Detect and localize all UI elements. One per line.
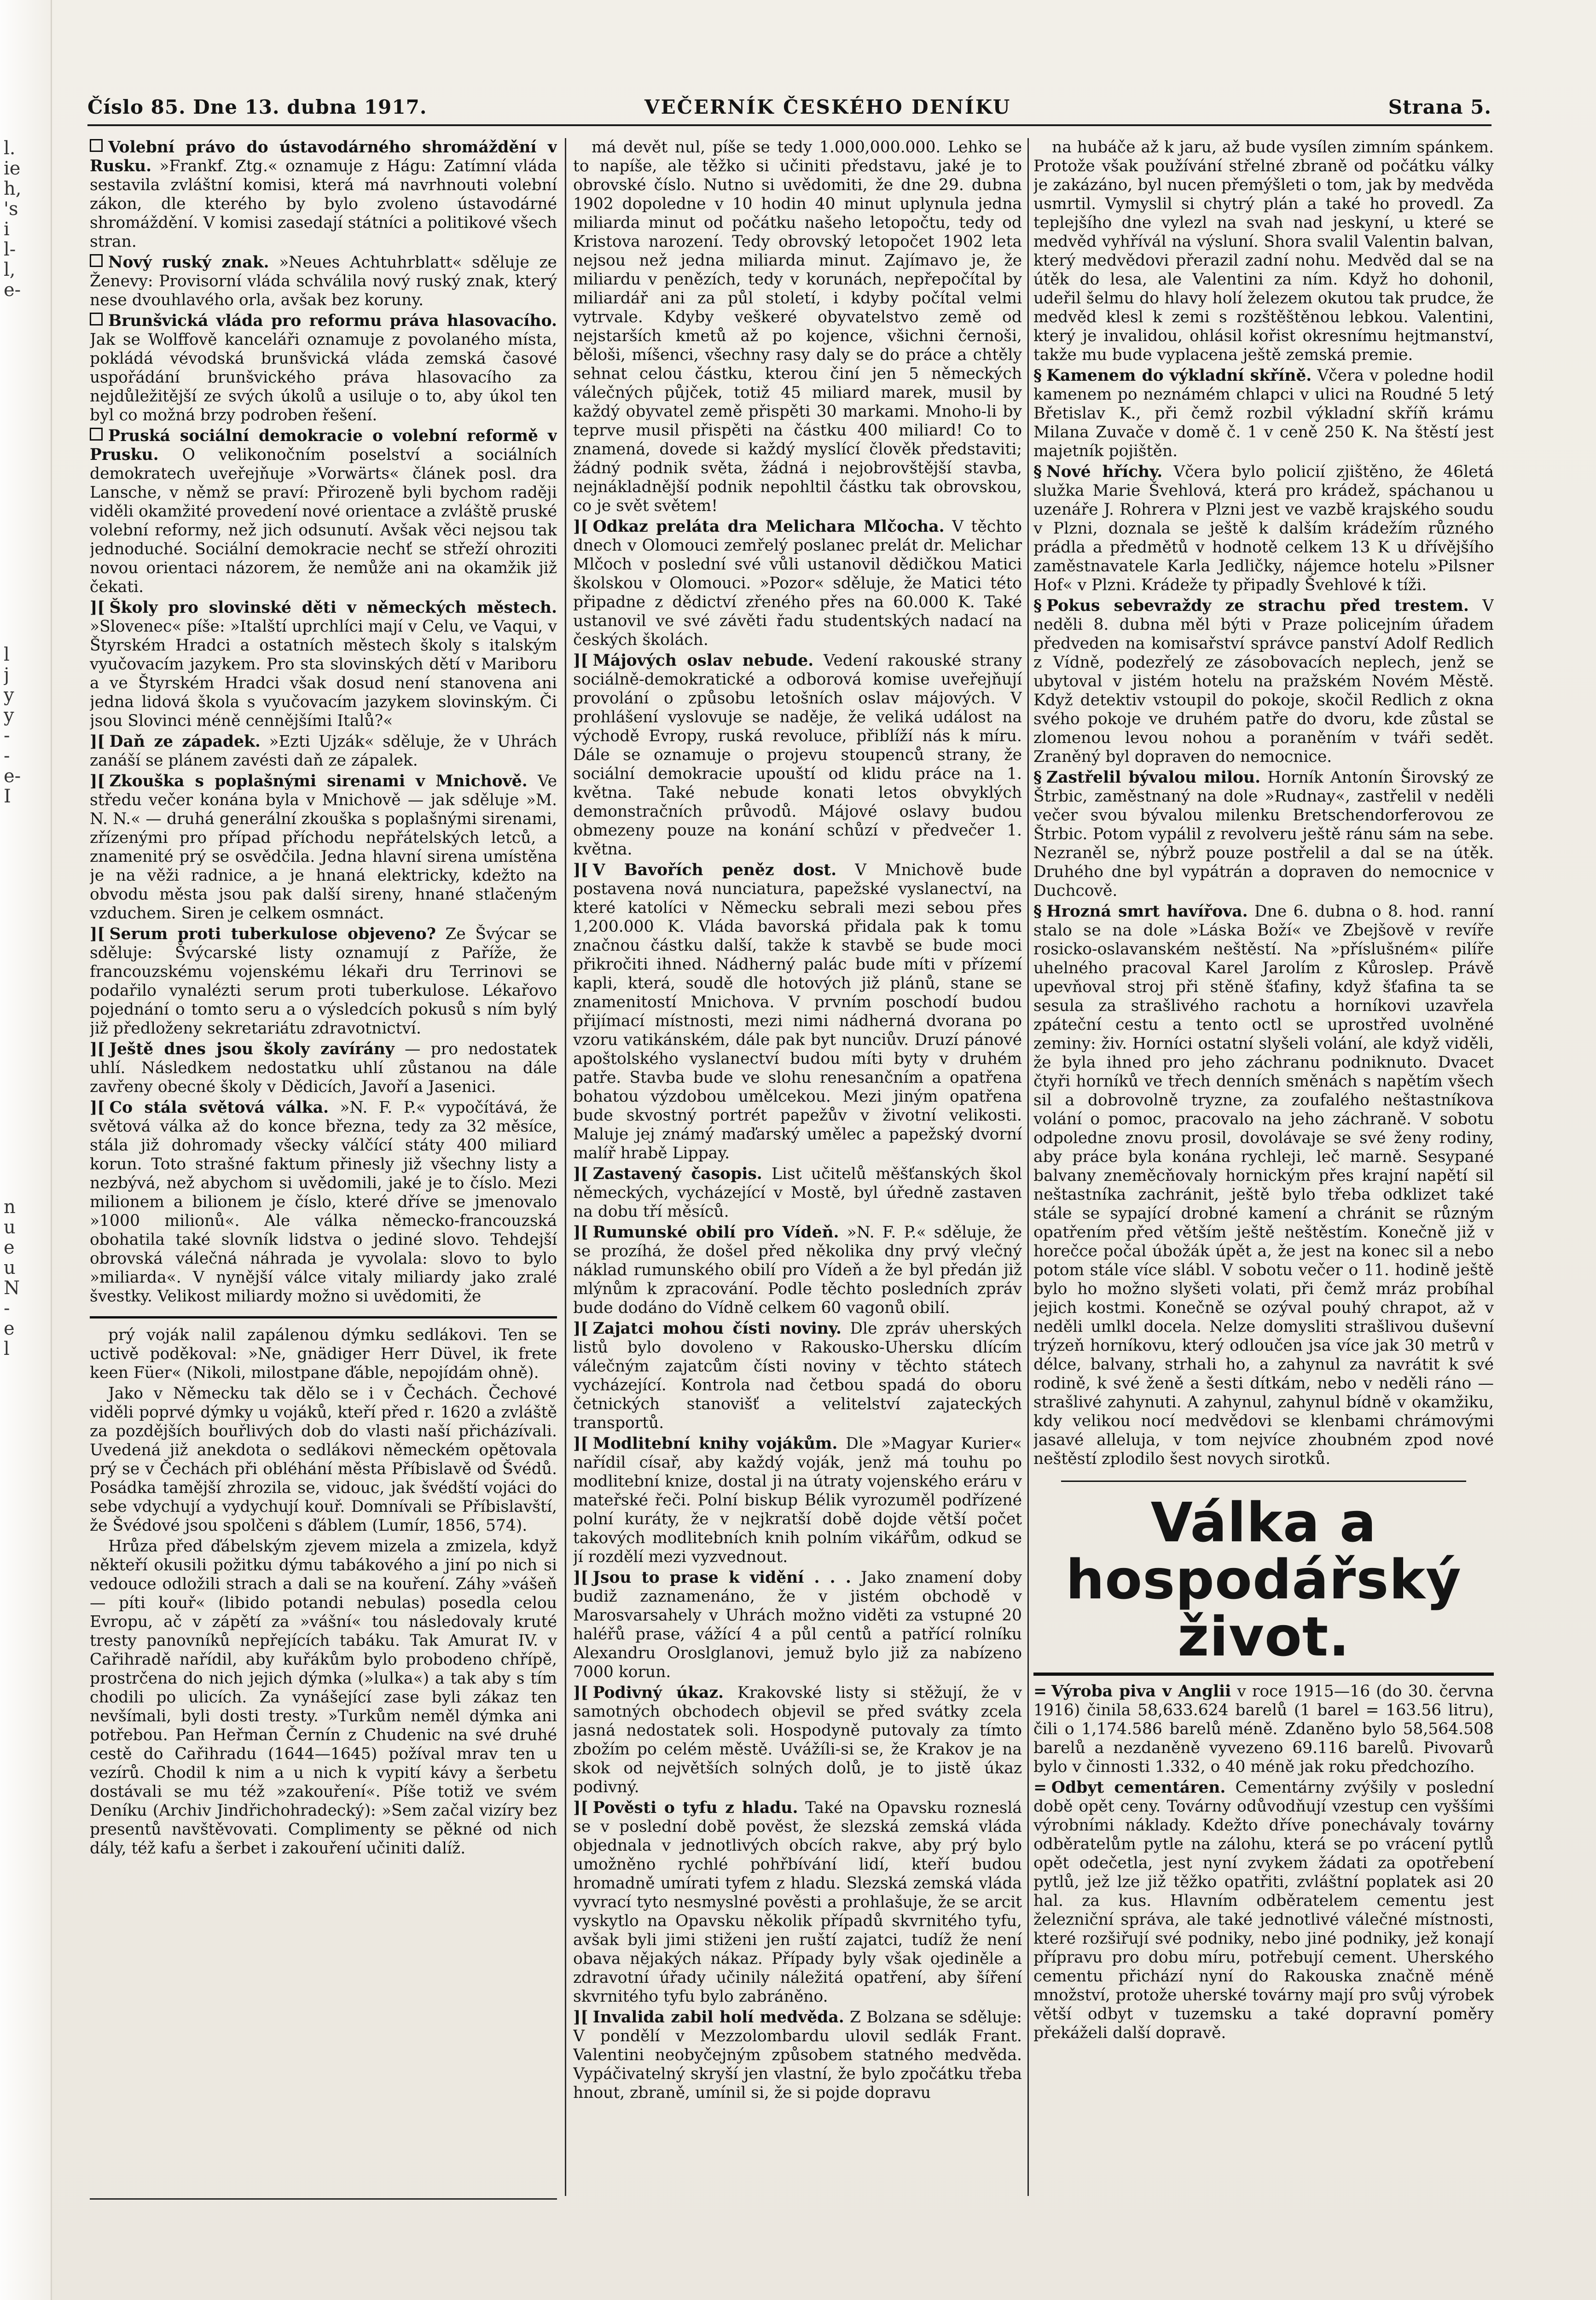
news-headline: Podivný úkaz.: [592, 1684, 724, 1702]
news-text: Horník Antonín Širovský ze Štrbic, zaměstnaný na dole »Rudnay«, zastřelil v neděli večer svou bývalou milenku Bretschendorferovou ze Štrbic. Potom vypálil z revolveru ještě ránu sám na sebe. Nezraněl se, nýbrž pouze postřelil a dal se na útěk. Druhého dne byl vypátrán a dopraven do nemocnice v Duchcově.: [1033, 768, 1494, 900]
news-text: Také na Opavsku rozneslá se v poslední době pověst, že slezská zemská vláda objednala v jednotlivých obcích rakve, aby prý bylo umožněno rychlé pohřbívání lidí, kteří budou hromadně umírati tyfem z hladu. Slezská zemská vláda vyvrací tyto nesmyslné pověsti a prohlašuje, že se arcit vyskytlo na Opavsku několik případů skvrnitého tyfu, avšak byli jimi stiženi jen ruští zajatci, tudíž že není obava nějakých nákaz. Případy byly však ojediněle a zdravotní úřady učinily náležitá opatření, aby šíření skvrnitého tyfu bylo zabráněno.: [573, 1799, 1022, 2006]
edge-fragment: l j y y - - e- I: [4, 645, 21, 807]
column-2: [573, 138, 1022, 2196]
news-headline: Rumunské obilí pro Vídeň.: [592, 1223, 839, 1242]
news-item: [573, 1435, 1022, 1567]
news-item: [90, 253, 557, 310]
paragraph-mark-icon: §: [1033, 902, 1042, 921]
news-text: v roce 1915—16 (do 30. června 1916) činila 58,633.624 barelů (1 barel = 163.56 litru), čili o 1,174.586 barelů méně. Zdaněno bylo 58,564.508 barelů a nezdaněně vyvezeno 69.116 barelů. Pivovarů bylo v činnosti 1.332, o 40 méně jak roku předchozího.: [1033, 1682, 1494, 1776]
news-item: [90, 598, 557, 731]
section-title: Válka a hospodářský život.: [1066, 1491, 1462, 1668]
news-headline: Pověsti o tyfu z hladu.: [592, 1799, 798, 1817]
news-text: O velikonočním poselství a sociálních demokratech uveřejňuje »Vorwärts« článek posl. dra Lansche, v němž se praví: Přirozeně byli bychom raději viděli okamžité provedení nové orientace a zvláště pruské volební reformy, než jich odsunutí. Avšak věci nejsou tak jednoduché. Sociální demokracie nechť se střeží ohroziti novou orientaci názorem, že nemůže ani na okamžik již čekati.: [90, 446, 557, 596]
news-item: [90, 138, 557, 251]
news-item: [1033, 366, 1494, 461]
section-mark-icon: ][: [90, 772, 105, 790]
news-headline: Zastavený časopis.: [592, 1165, 762, 1183]
section-mark-icon: ][: [90, 732, 105, 751]
news-item: [573, 1684, 1022, 1797]
news-text: »Slovenec« píše: »Italští uprchlíci mají v Celu, ve Vaqui, v Štyrském Hradci a ostatních městech školy s italským vyučovacím jazykem. Pro sta slovinských dětí v Mariboru a ve Štyrském Hradci však dosud není stanovena ani jedna lidová škola s vyučovacím jazykem slovinským. Či jsou Slovinci méně cennějšími Italů?«: [90, 617, 557, 730]
news-text: Vedení rakouské strany sociálně-demokratické a odborová komise uveřejňují provolání o způsobu letošních oslav májových. V prohlášení vyslovuje se naděje, že veliká událost na východě Evropy, ruská revoluce, přiblíží nás k míru. Dále se oznamuje o projevu stoupenců strany, že sociální demokracie upouští od klidu práce na 1. května. Také nebude konati letos obvyklých demonstračních průvodů. Májové oslavy budou obmezeny pouze na konání schůzí v předvečer 1. května.: [573, 651, 1022, 859]
news-item: [1033, 597, 1494, 767]
section-rule: [1061, 1481, 1466, 1482]
section-mark-icon: ][: [573, 1684, 588, 1702]
news-text: List učitelů měšťanských škol německých, vycházející v Mostě, byl úředně zastaven na dobu tří měsíců.: [573, 1165, 1022, 1221]
paragraph-mark-icon: §: [1033, 366, 1042, 385]
section-mark-icon: ][: [573, 517, 588, 536]
news-item: [90, 772, 557, 923]
section-mark-icon: ][: [90, 925, 105, 943]
news-headline: Kamenem do výkladní skříně.: [1046, 366, 1312, 385]
news-item: [1033, 138, 1494, 365]
section-rule: [1033, 1673, 1494, 1676]
double-dash-icon: =: [1033, 1682, 1047, 1701]
news-headline: Ještě dnes jsou školy zavírány: [109, 1040, 395, 1058]
section-mark-icon: ][: [573, 1799, 588, 1817]
bottom-rule: [90, 2198, 557, 2200]
spacer: [1033, 1469, 1494, 1470]
news-text: V neděli 8. dubna měl býti v Praze policejním úřadem předveden na komisařství správce panství Adolf Redlich z Vídně, podezřelý ze zásobovacích neplech, jenž se ubytoval v jistém hotelu na pražském Novém Městě. Když detektiv vstoupil do pokoje, skočil Redlich z okna svého pokoje ve druhém patře do dvoru, kde zůstal se zlomenou levou nohou a poraněním v tváři sedět. Zraněný byl dopraven do nemocnice.: [1033, 597, 1494, 766]
news-headline: Zkouška s poplašnými sirenami v Mnichově.: [109, 772, 528, 790]
news-headline: Odbyt cementáren.: [1051, 1778, 1226, 1797]
news-text: Jako v Německu tak dělo se i v Čechách. Čechové viděli poprvé dýmky u vojáků, kteří před r. 1620 a zvláště za pozdějších bouřlivých dob do vlasti naší přicházívali. Uvedená již anekdota o sedlákovi německém opětovala prý se v Čechách při obléhání města Příbislavě od Švédů. Posádka tamější zhrozila se, vidouc, jak švédští vojáci do sebe vdychují a vydychují kouř. Domnívali se Příbislavští, že Švédové jsou spolčeni s ďáblem (Lumír, 1856, 574).: [90, 1384, 557, 1535]
news-text: »Frankf. Ztg.« oznamuje z Hágu: Zatímní vláda sestavila zvláštní komisi, která má navrhnouti volební zákon, dle kterého by bylo zvoleno ústavodárné shromáždění. V komisi zasedají státníci a politikové všech stran.: [90, 157, 557, 251]
square-bullet-icon: [90, 428, 103, 441]
news-item: [90, 427, 557, 597]
page-number: Strana 5.: [1388, 96, 1492, 118]
news-item: [573, 1223, 1022, 1318]
section-mark-icon: ][: [573, 1165, 588, 1183]
news-item: [573, 517, 1022, 650]
news-text: — pro nedostatek uhlí. Následkem nedostatku uhlí zůstanou na dále zavřeny obecné školy v Dědicích, Javoří a Jasenici.: [90, 1040, 557, 1096]
news-item: [90, 312, 557, 425]
news-text: prý voják nalil zapálenou dýmku sedlákovi. Ten se uctivě poděkoval: »Ne, gnädiger Herr Düvel, ik frete keen Füer« (Nikoli, milostpane ďáble, nepojídám ohně).: [90, 1326, 557, 1382]
news-headline: Daň ze západek.: [109, 732, 261, 751]
news-text: Dne 6. dubna o 8. hod. ranní stalo se na dole »Láska Boží« ve Zbejšově v revíře rosicko-oslavanském neštěstí. Na »příslušném« pilíře uhelného pracoval Karel Jarolím z Kůroslep. Právě upevňoval stroj při stěně šťafiny, když šťafina ta se sesula za strašlivého rachotu a horníkovi uzavřela zpáteční cestu a tento octl se uprostřed uvolněné zeminy: živ. Horníci ostatní slyšeli volání, ale když viděli, že byla ihned pro jeho záchranu podniknuto. Dvacet čtyři horníků ve třech denních směnách s napětím všech sil a dobrovolně tryzne, za zoufalého neštastníkova volání o pomoc, pracovalo na jeho záchraně. V sobotu odpoledne znovu prosil, dovolávaje se své ženy rodiny, aby práce byla konána rychleji, leč marně. Sesypané balvany zneměcňovaly hornickým přes krajní napětí sil neštastníka zachránit, ještě bylo třeba odklizet také stále se sypající drobné kamení a chránit se různým opatřením před větším ještě neštěstím. Konečně již v horečce počal úbožák úpět a, že jest na konec sil a nebo potom stále více slábl. V sobotu večer o 11. hodině ještě bylo ho možno slyšeti volati, při čemž mráz probíhal jejich kostmi. Konečně se ozýval pouhý chrapot, až v neděli umlkl docela. Nelze domysliti strašlivou duševní trýzeň horníkovu, který odloučen jsa více jak 30 metrů v délce, balvany, strhali ho, a zahynul za navrátit k své rodině, k své ženě a šesti dítkám, nebo v neděli ráno — strašlivé zahynuti. A zahynul, zahynul bídně v okamžiku, kdy velikou nocí medvědovi se klenbami chrámovými jasavé alleluja, v tom nejvíce zhoubném zpod nové neštěstí zplodilo šest novych sirotků.: [1033, 902, 1494, 1468]
news-text: Včera bylo policií zjištěno, že 46letá služka Marie Švehlová, která pro krádež, spáchanou u uzenáře J. Rohrera v Plzni jest ve vazbě krajského soudu v Plzni, doznala se ještě k dalším krádežím různého prádla a předmětů v hodnotě celkem 13 K u dřívějšího zaměstnavatele Karla Jedličky, nájemce hotelu »Pilsner Hof« v Plzni. Krádeže ty připadly Švehlové k tíži.: [1033, 463, 1494, 594]
section-mark-icon: ][: [90, 1098, 105, 1117]
news-headline: Pokus sebevraždy ze strachu před trestem.: [1046, 597, 1469, 615]
section-mark-icon: ][: [573, 1319, 588, 1338]
news-item: [573, 1165, 1022, 1221]
news-headline: Odkaz preláta dra Melichara Mlčocha.: [592, 517, 945, 536]
news-item: [1033, 768, 1494, 900]
column-3: [1033, 138, 1494, 2196]
news-text: V těchto dnech v Olomouci zemřelý poslanec prelát dr. Melichar Mlčoch v poslední své vůli ustanovil dědičkou Matici školskou v Olomouci. »Pozor« sděluje, že Matici této připadne z dědictví zřeného přes na 60.000 K. Také ustanovil ve své závěti řadu studentských nadací na českých školách.: [573, 517, 1022, 649]
spacer: [1033, 2043, 1494, 2044]
news-item: [1033, 463, 1494, 595]
news-item: [573, 861, 1022, 1163]
news-headline: Co stála světová válka.: [109, 1098, 329, 1117]
news-text: má devět nul, píše se tedy 1.000,000.000. Lehko se to napíše, ale těžko si učiniti představu, jaké je to obrovské číslo. Nutno si uvědomiti, že dne 29. dubna 1902 dopoledne v 10 hodin 40 minut uplynula jedna miliarda minut od počátku našeho letopočtu, tedy od Kristova narození. Tedy obrovský letopočet 1902 leta nejsou než jedna miliarda minut. Zajímavo je, že miliardu v penězích, tedy v korunách, nepřepočítal by miliardář ani za půl století, i kdyby počítal velmi vytrvale. Kdyby veškeré obyvatelstvo země od nejstarších kmetů až po kojence, všichni černoši, běloši, míšenci, všechny rasy daly se do práce a chtěly sehnat celou částku, kterou činí jen 5 německých válečných půjček, totiž 45 miliard marek, musil by každý obyvatel země přispěti 30 markami. Mnoho-li by teprve musil přispěti na částku 400 miliard! Co to znamená, dovede si každý myslící člověk představiti; žádný podnik světa, žádná i nejobrovštější stavba, nejnákladnější podnik nepohltil částku tak obrovskou, co je svět světem!: [573, 138, 1022, 515]
section-mark-icon: ][: [573, 651, 588, 670]
news-headline: Nový ruský znak.: [108, 253, 269, 272]
news-text: Krakovské listy si stěžují, že v samotných obchodech objevil se před svátky zcela jasná nedostatek soli. Hospodyně putovaly za tímto zbožím po celém městě. Uvážíli-si se, že Krakov je na skok od největších solných dolů, je to jistě úkaz podivný.: [573, 1684, 1022, 1796]
news-text: Dle zpráv uherských listů bylo dovoleno v Rakousko-Uhersku dlícím válečným zajatcům čísti noviny v těchto státech vycházející. Kontrola nad četbou spadá do oboru četnických stanovišť a velitelství zajateckých transportů.: [573, 1319, 1022, 1432]
square-bullet-icon: [90, 313, 103, 325]
news-headline: Volební právo do ústavodárného shromáždění v Rusku.: [90, 138, 557, 175]
edge-fragment: l. ie h, 's i l- l, e-: [4, 138, 22, 300]
news-text: Dle »Magyar Kurier« nařídil císař, aby každý voják, jenž má touhu po modlitební knize, dostal ji na útraty vojenského eráru v mateřské řeči. Polní biskup Bélik vyrozuměl podřízené polní kuráty, že v nejkratší době dojde větší počet takových modlitebních knih polním vikářům, odkud se jí rozdělí mezi vyzvednout.: [573, 1435, 1022, 1566]
news-text: »N. F. P.« vypočítává, že světová válka až do konce března, tedy za 32 měsíce, stála již dohromady všecky válčící státy 400 miliard korun. Toto strašné faktum přinesly již všechny listy a nezbývá, než abychom si uvědomili, jaké je to číslo. Mezi milionem a bilionem je číslo, které dříve se jmenovalo »1000 milionů«. Ale válka německo-francouzská obohatila také slovník lidstva o jediné slovo. Tehdejší obrovská válečná náhrada je vyvolala: slovo to bylo »miliarda«. V nynější válce vitaly miliardy jako zralé švestky. Velikost miliardy možno si uvědomiti, že: [90, 1098, 557, 1306]
news-item: [90, 1326, 557, 1382]
news-headline: Májových oslav nebude.: [592, 651, 814, 670]
news-headline: Jsou to prase k vidění . . .: [592, 1568, 851, 1587]
news-text: Včera v poledne hodil kamenem po neznámém chlapci v ulici na Roudné 5 letý Břetislav K., při čemž rozbil výkladní skříň krámu Milana Zuvače v domě č. 1 v ceně 250 K. Na štěstí jest majetník pojištěn.: [1033, 366, 1494, 460]
paragraph-mark-icon: §: [1033, 463, 1042, 481]
section-mark-icon: ][: [573, 861, 588, 879]
news-item: [90, 1098, 557, 1306]
news-headline: Zajatci mohou čísti noviny.: [592, 1319, 842, 1338]
news-item: [1033, 902, 1494, 1469]
news-item: [1033, 1778, 1494, 2043]
news-text: Z Bolzana se sděluje: V pondělí v Mezzolombardu ulovil sedlák Frant. Valentini neobyčejným způsobem statného medvěda. Vypáčivatelný skryší jen vlastní, že bylo zpočátku třeba hnout, zbraně, umínil si, že si pojde dopravu: [573, 2008, 1022, 2102]
section-mark-icon: ][: [90, 598, 105, 617]
news-headline: Zastřelil bývalou milou.: [1046, 768, 1261, 787]
news-text: Ve středu večer konána byla v Mnichově — jak sděluje »M. N. N.« — druhá generální zkouška s poplašnými sirenami, zřízenými pro případ příchodu nepřátelských letců, a znamenité prý se osvědčila. Jedna hlavní sirena umístěna je na věži radnice, a je hnaná elektricky, kdežto na obvodu města jsou pak další sireny, hnané stlačeným vzduchem. Siren je celkem osmnáct.: [90, 772, 557, 923]
paragraph-mark-icon: §: [1033, 597, 1042, 615]
newspaper-title: VEČERNÍK ČESKÉHO DENÍKU: [644, 96, 1011, 118]
news-headline: V Bavořích peněz dost.: [592, 861, 837, 879]
section-mark-icon: ][: [573, 1223, 588, 1242]
news-item: [573, 1568, 1022, 1682]
news-text: na hubáče až k jaru, až bude vysílen zimním spánkem. Protože však používání střelné zbraně od počátku války je zakázáno, byl nucen přemýšleti o tom, jak by medvěda usmrtil. Vymyslil si chytrý plán a také ho provedl. Za teplejšího dne vylezl na svah nad jeskyní, u které se medvěd vyhřívál na výsluní. Shora svalil Valentin balvan, který medvědovi přerazil zadní nohu. Medvěd dal se na útěk do lesa, ale Valentini za ním. Když ho dohonil, udeřil šelmu do hlavy holí železem okutou tak prudce, že medvěd klesl k zemi s rozštěštěnou lebkou. Valentini, který je invalidou, ohlásil kořist okresnímu hejtmanství, takže mu bude vyplacena ještě zemská premie.: [1033, 138, 1494, 364]
news-headline: Hrozná smrt havířova.: [1046, 902, 1248, 921]
news-text: »Neues Achtuhrblatt« sděluje ze Ženevy: Provisorní vláda schválila nový ruský znak, který nese dvouhlavého orla, avšak bez koruny.: [90, 253, 557, 309]
news-headline: Nové hříchy.: [1046, 463, 1163, 481]
news-headline: Modlitební knihy vojákům.: [592, 1435, 838, 1453]
news-item: [90, 732, 557, 770]
double-dash-icon: =: [1033, 1778, 1047, 1797]
news-headline: Serum proti tuberkulose objeveno?: [109, 925, 436, 943]
square-bullet-icon: [90, 254, 103, 267]
adjacent-page-edge: [0, 0, 52, 2300]
column-1: [90, 138, 557, 2196]
column-divider: [1027, 138, 1029, 2196]
page-header: [87, 92, 1492, 126]
news-item: [573, 651, 1022, 859]
edge-fragment: n u e u N - e l: [4, 1197, 20, 1359]
news-item: [573, 1799, 1022, 2006]
news-text: Jak se Wolffově kanceláři oznamuje z povolaného místa, pokládá vévodská brunšvická vláda zemská časové uspořádání brunšvického práva hlasovacího za nejdůležitější ze svých úkolů a usiluje o to, aby úkol ten byl co možná brzy podroben řešení.: [90, 331, 557, 424]
section-rule: [90, 1316, 557, 1318]
news-item: [90, 1040, 557, 1097]
news-item: [90, 1384, 557, 1535]
section-mark-icon: ][: [90, 1040, 105, 1058]
news-text: Hrůza před ďábelským zjevem mizela a zmizela, když někteří okusili požitku dýmu tabákového a jiní po nich si vedouce odložili strach a dali se na kouření. Záhy »vášeň — píti kouř« (libido potandi nebulas) posedla celou Evropu, ač v zápětí za »vášní« tou následovaly kruté tresty panovníků nepřejících tabáku. Tak Amurat IV. v Cařihradě nařídil, aby kuřákům bylo probodeno chřípě, prostrčena do nich jejich dýmka (»lulka«) a tak aby s tím chodili po ulicích. Za vynášející zase byli zákaz ten nevšímali, byli dosti tresty. »Turkům neměl dýmka ani potřebou. Pan Heřman Černín z Chudenic na své druhé cestě do Cařihradu (1644—1645) požíval mrav ten u vezírů. Chodil k nim a u nich k vypití kávy a šerbetu dostávali se mu též »zakouření«. Píše totiž ve svém Deníku (Archiv Jindřichohradecký): »Sem začal vizíry bez presentů navštěvovati. Complimenty se pěkné od nich dály, též kafu a šerbet i zakouření učiniti dalíž.: [90, 1537, 557, 1858]
section-mark-icon: ][: [573, 1568, 588, 1587]
news-headline: Školy pro slovinské děti v německých městech.: [109, 598, 557, 617]
news-text: Jako znamení doby budiž zaznamenáno, že v jistém obchodě v Marosvarsahely v Uhrách možno viděti za vstupné 20 haléřů prase, vážící 4 a půl centů a patřící rolníku Alexandru Oroslglanovi, jemuž bylo již za nabízeno 7000 korun.: [573, 1568, 1022, 1681]
news-text: »N. F. P.« sděluje, že se prozíhá, že došel před několika dny prvý vlečný náklad rumunského obilí pro Vídeň a že byl předán již mlýnům k zpracování. Podle těchto posledních zpráv bude dodáno do Vídně celkem 60 vagonů obilí.: [573, 1223, 1022, 1317]
spacer: [573, 2103, 1022, 2104]
news-headline: Brunšvická vláda pro reformu práva hlasovacího.: [108, 312, 557, 330]
news-item: [573, 138, 1022, 516]
section-mark-icon: ][: [573, 1435, 588, 1453]
news-item: [90, 925, 557, 1038]
news-item: [573, 1319, 1022, 1433]
news-item: [90, 1537, 557, 1858]
spacer: [90, 1306, 557, 1308]
news-text: V Mnichově bude postavena nová nunciatura, papežské vyslanectví, na které katolíci v Německu sebrali mezi sebou přes 1,200.000 K. Vláda bavorská přidala pak k tomu značnou částku další, takže k stavbě se bude moci přikročiti ihned. Nádherný palác bude míti v přízemí kapli, která, soudě dle hotových již plánů, stane se znamenitostí Mnichova. V prvním poschodí budou přijímací místnosti, mezi nimi nádherná dvorana po vzoru vatikánském, dále pak byt nunciův. Druzí pánové apoštolského vyslanectví budou míti byty v druhém patře. Stavba bude ve slohu renesančním a opatřena bohatou výzdobou umělcekou. Mezi jiným opatřena bude skvostný portrét papežův v životní velikosti. Maluje jej známý maďarský umělec a papežský dvorní malíř hrabě Lippay.: [573, 861, 1022, 1162]
news-headline: Invalida zabil holí medvěda.: [592, 2008, 844, 2027]
section-mark-icon: ][: [573, 2008, 588, 2027]
news-text: »Ezti Ujzák« sděluje, že v Uhrách zanáší se plánem zavésti daň ze zápalek.: [90, 732, 557, 770]
news-text: Ze Švýcar se sděluje: Švýcarské listy oznamují z Paříže, že francouzskému vojenskému lékaři dru Terrinovi se podařilo vynalézti serum proti tuberkulose. Lékařovo pojednání o tomto seru a o výsledcích pokusů s ním bylý již předloženy sekretariátu zdravotnictví.: [90, 925, 557, 1038]
news-item: [1033, 1682, 1494, 1777]
spacer: [90, 1858, 557, 1860]
news-text: Cementárny zvýšily v poslední době opět ceny. Továrny odůvodňují vzestup cen vyššími výrobními náklady. Kdežto dříve ponechávaly továrny odběratelům pytle na zálohu, která se po vrácení pytlů opět odečetla, jest nyní zvykem žádati za opotřebení pytlů, jež lze již těžko opatřiti, zvláštní poplatek asi 20 hal. za kus. Hlavním odběratelem cementu jest železniční správa, ale také jednotlivé válečné místnosti, které rozšiřují své podniky, nebo jiné podniky, jež konají přípravu pro dobu míru, potřebují cement. Uherského cementu přichází nyní do Rakouska značně méně množství, protože uherské továrny mají pro svůj výrobek větší odbyt v tuzemsku a také dopravní poměry překáželi další dopravě.: [1033, 1778, 1494, 2042]
news-headline: Pruská sociální demokracie o volební reformě v Prusku.: [90, 427, 557, 464]
paragraph-mark-icon: §: [1033, 768, 1042, 787]
column-divider: [565, 138, 566, 2196]
news-headline: Výroba piva v Anglii: [1051, 1682, 1231, 1701]
issue-date: Číslo 85. Dne 13. dubna 1917.: [87, 96, 427, 118]
square-bullet-icon: [90, 139, 103, 152]
news-item: [573, 2008, 1022, 2103]
